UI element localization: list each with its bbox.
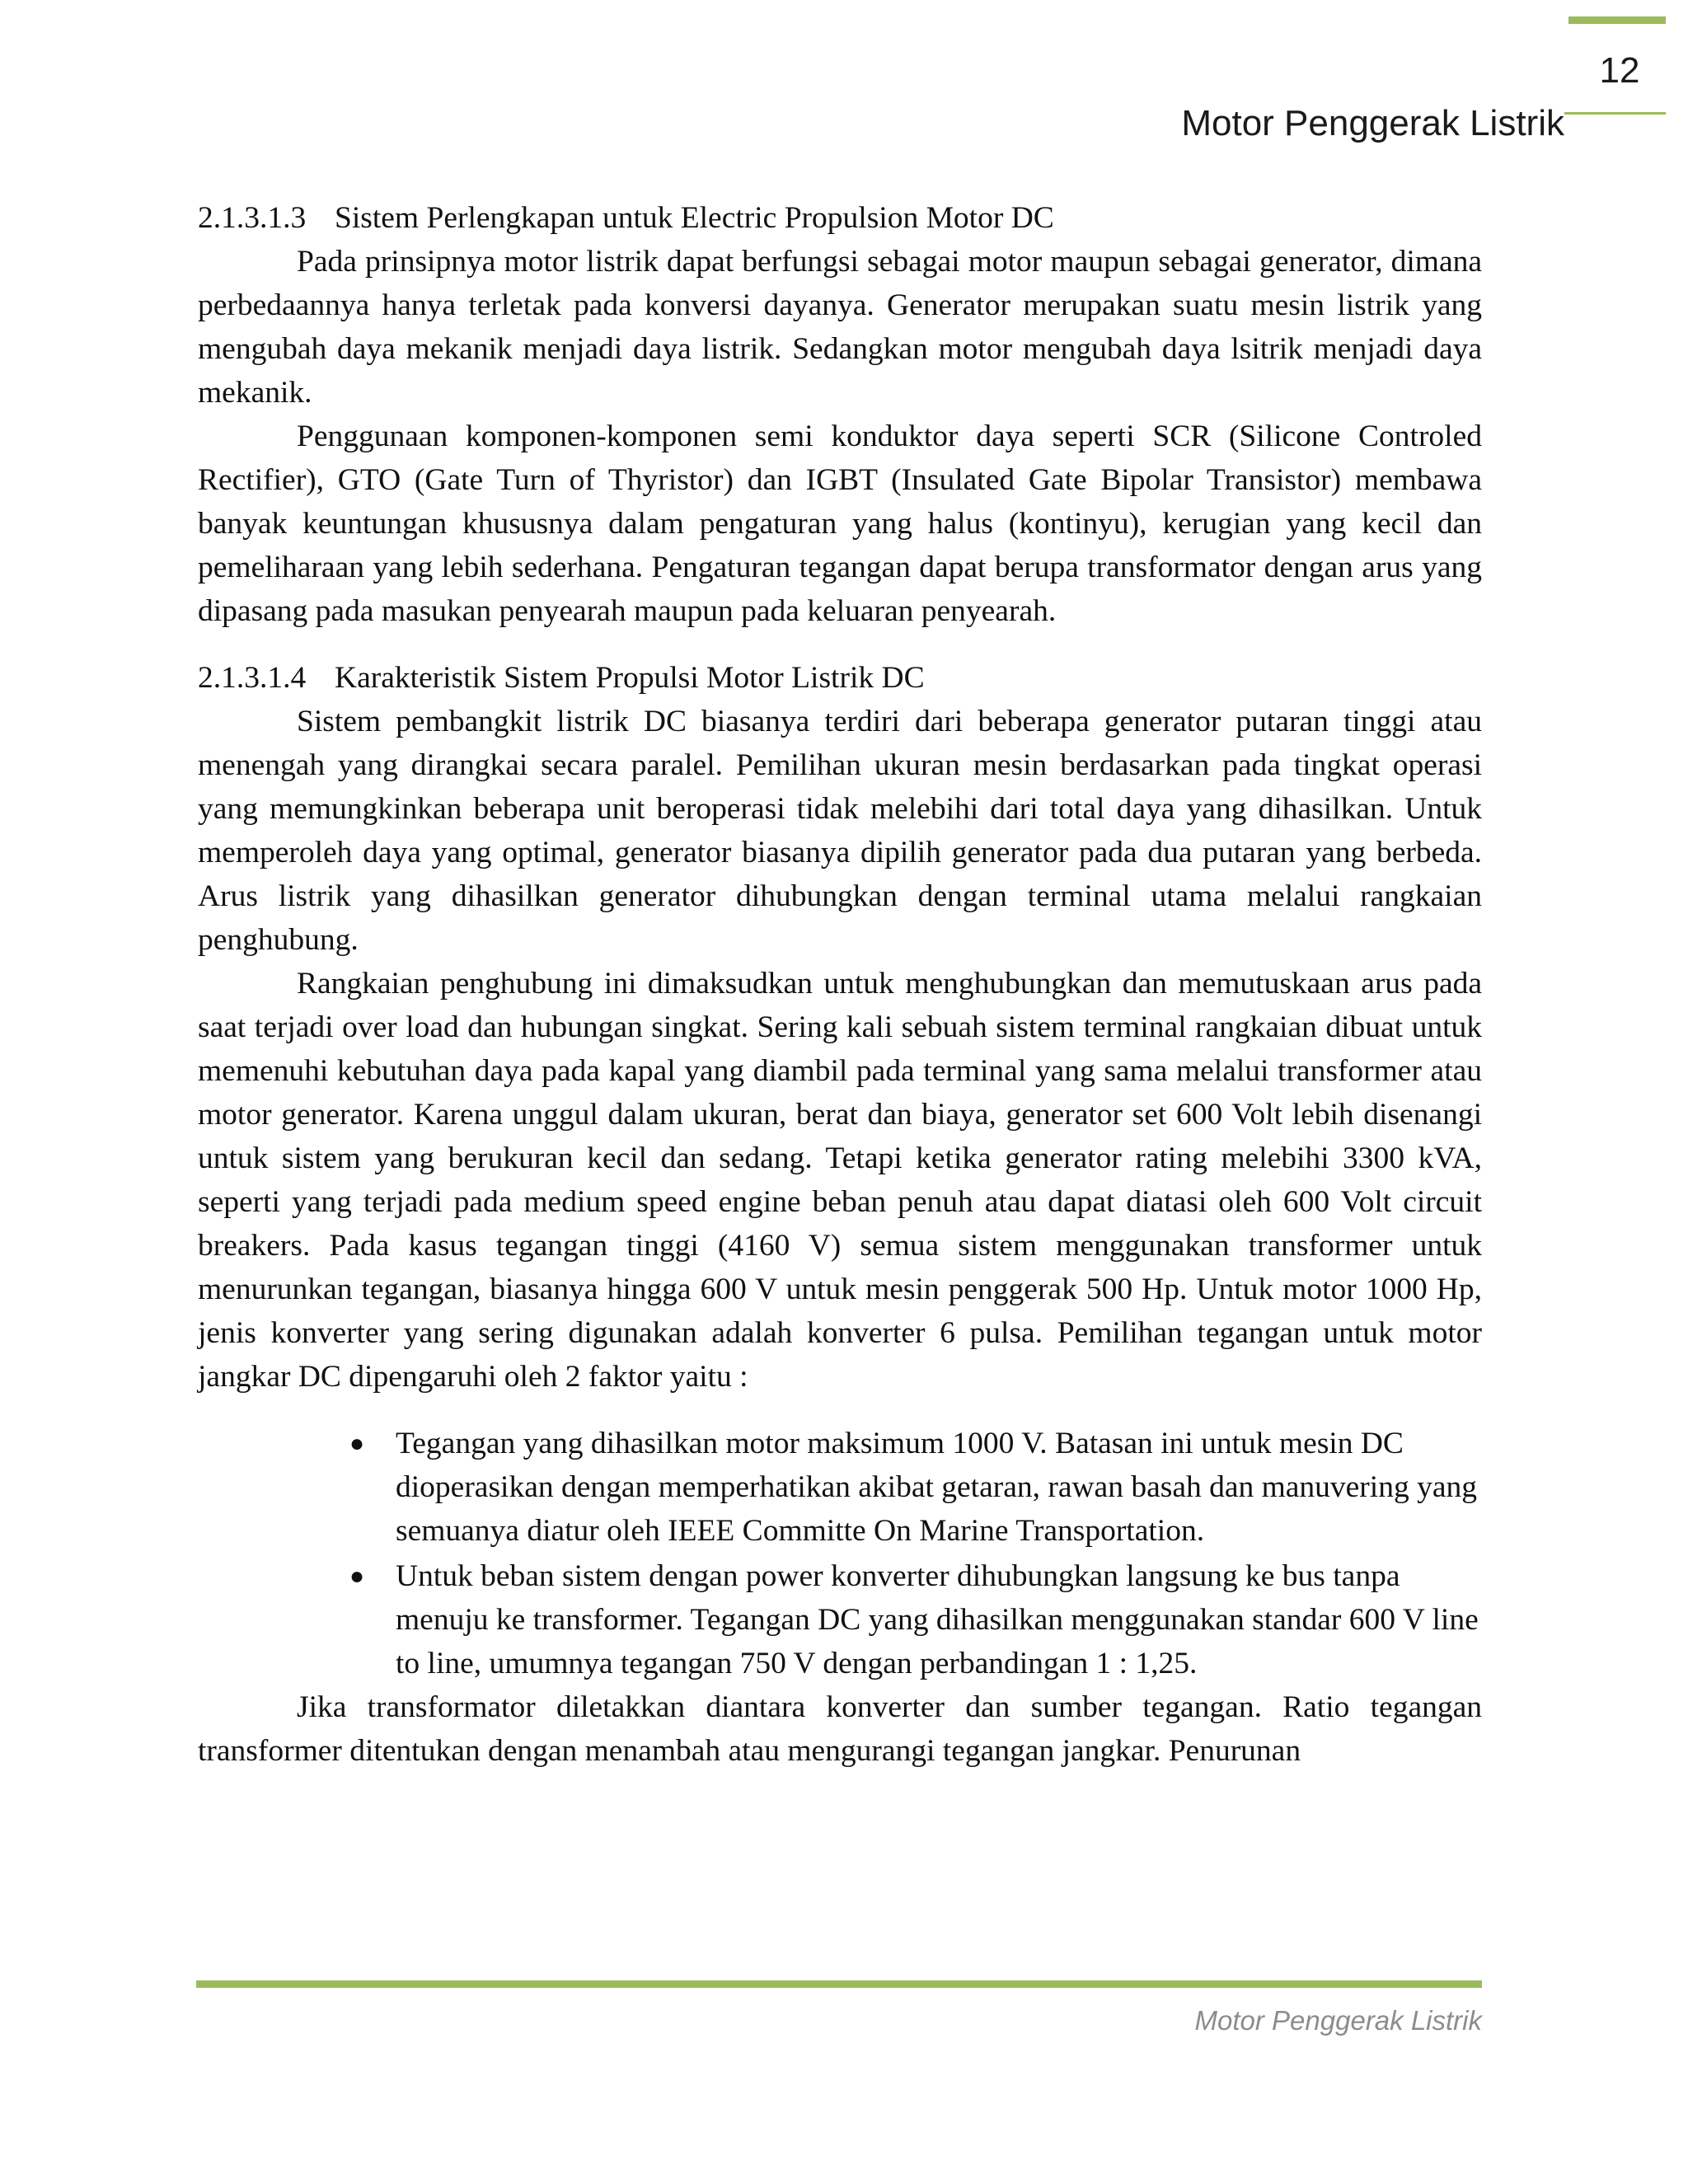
header-title: Motor Penggerak Listrik (1181, 103, 1564, 143)
list-item (349, 1422, 1482, 1553)
bullet-icon: ● (349, 1563, 365, 1590)
footer-rule (196, 1980, 1482, 1988)
paragraph: Sistem pembangkit listrik DC biasanya terdiri dari beberapa generator putaran tinggi atau menengah yang dirangkai secara paralel. Pemilihan ukuran mesin berdasarkan pada tingkat operasi yang memungkinkan beberapa unit beroperasi tidak melebihi dari total daya yang dihasilkan. Untuk memperoleh daya yang optimal, generator biasanya dipilih generator pada dua putaran yang berbeda. Arus listrik yang dihasilkan generator dihubungkan dengan terminal utama melalui rangkaian penghubung. (198, 705, 1482, 957)
paragraph: Penggunaan komponen-komponen semi konduktor daya seperti SCR (Silicone Controled Rectifier), GTO (Gate Turn of Thyristor) dan IGBT (Insulated Gate Bipolar Transistor) membawa banyak keuntungan khususnya dalam pengaturan yang halus (kontinyu), kerugian yang kecil dan pemeliharaan yang lebih sederhana. Pengaturan tegangan dapat berupa transformator dengan arus yang dipasang pada masukan penyearah maupun pada keluaran penyearah. (198, 419, 1482, 628)
header-rule (1564, 112, 1666, 115)
section-number: 2.1.3.1.4 (198, 661, 307, 695)
bullet-icon: ● (349, 1430, 365, 1457)
list-item (349, 1554, 1482, 1685)
section-number: 2.1.3.1.3 (198, 201, 307, 235)
section-heading (198, 196, 1482, 240)
header-accent-bar (1568, 16, 1666, 24)
list-item-text: Tegangan yang dihasilkan motor maksimum 1000 V. Batasan ini untuk mesin DC dioperasikan dengan memperhatikan akibat getaran, rawan basah dan manuvering yang semuanya diatur oleh IEEE Committe On Marine Transportation. (396, 1427, 1477, 1548)
page-number: 12 (1599, 50, 1640, 91)
footer-title: Motor Penggerak Listrik (1194, 2005, 1482, 2036)
section-title: Sistem Perlengkapan untuk Electric Propulsion Motor DC (335, 201, 1054, 235)
list-item-text: Untuk beban sistem dengan power konverter dihubungkan langsung ke bus tanpa menuju ke transformer. Tegangan DC yang dihasilkan menggunakan standar 600 V line to line, umumnya tegangan 750 V dengan perbandingan 1 : 1,25. (396, 1559, 1479, 1680)
paragraph: Jika transformator diletakkan diantara konverter dan sumber tegangan. Ratio tegangan transformer ditentukan dengan menambah atau mengurangi tegangan jangkar. Penurunan (198, 1690, 1482, 1768)
paragraph: Rangkaian penghubung ini dimaksudkan untuk menghubungkan dan memutuskaan arus pada saat terjadi over load dan hubungan singkat. Sering kali sebuah sistem terminal rangkaian dibuat untuk memenuhi kebutuhan daya pada kapal yang diambil pada terminal yang sama melalui transformer atau motor generator. Karena unggul dalam ukuran, berat dan biaya, generator set 600 Volt lebih disenangi untuk sistem yang berukuran kecil dan sedang. Tetapi ketika generator rating melebihi 3300 kVA, seperti yang terjadi pada medium speed engine beban penuh atau dapat diatasi oleh 600 Volt circuit breakers. Pada kasus tegangan tinggi (4160 V) semua sistem menggunakan transformer untuk menurunkan tegangan, biasanya hingga 600 V untuk mesin penggerak 500 Hp. Untuk motor 1000 Hp, jenis konverter yang sering digunakan adalah konverter 6 pulsa. Pemilihan tegangan untuk motor jangkar DC dipengaruhi oleh 2 faktor yaitu : (198, 967, 1482, 1394)
page-body (198, 196, 1482, 1773)
paragraph: Pada prinsipnya motor listrik dapat berfungsi sebagai motor maupun sebagai generator, dimana perbedaannya hanya terletak pada konversi dayanya. Generator merupakan suatu mesin listrik yang mengubah daya mekanik menjadi daya listrik. Sedangkan motor mengubah daya lsitrik menjadi daya mekanik. (198, 245, 1482, 410)
section-heading (198, 656, 1482, 700)
section-title: Karakteristik Sistem Propulsi Motor Listrik DC (335, 661, 925, 695)
bullet-list (198, 1422, 1482, 1685)
